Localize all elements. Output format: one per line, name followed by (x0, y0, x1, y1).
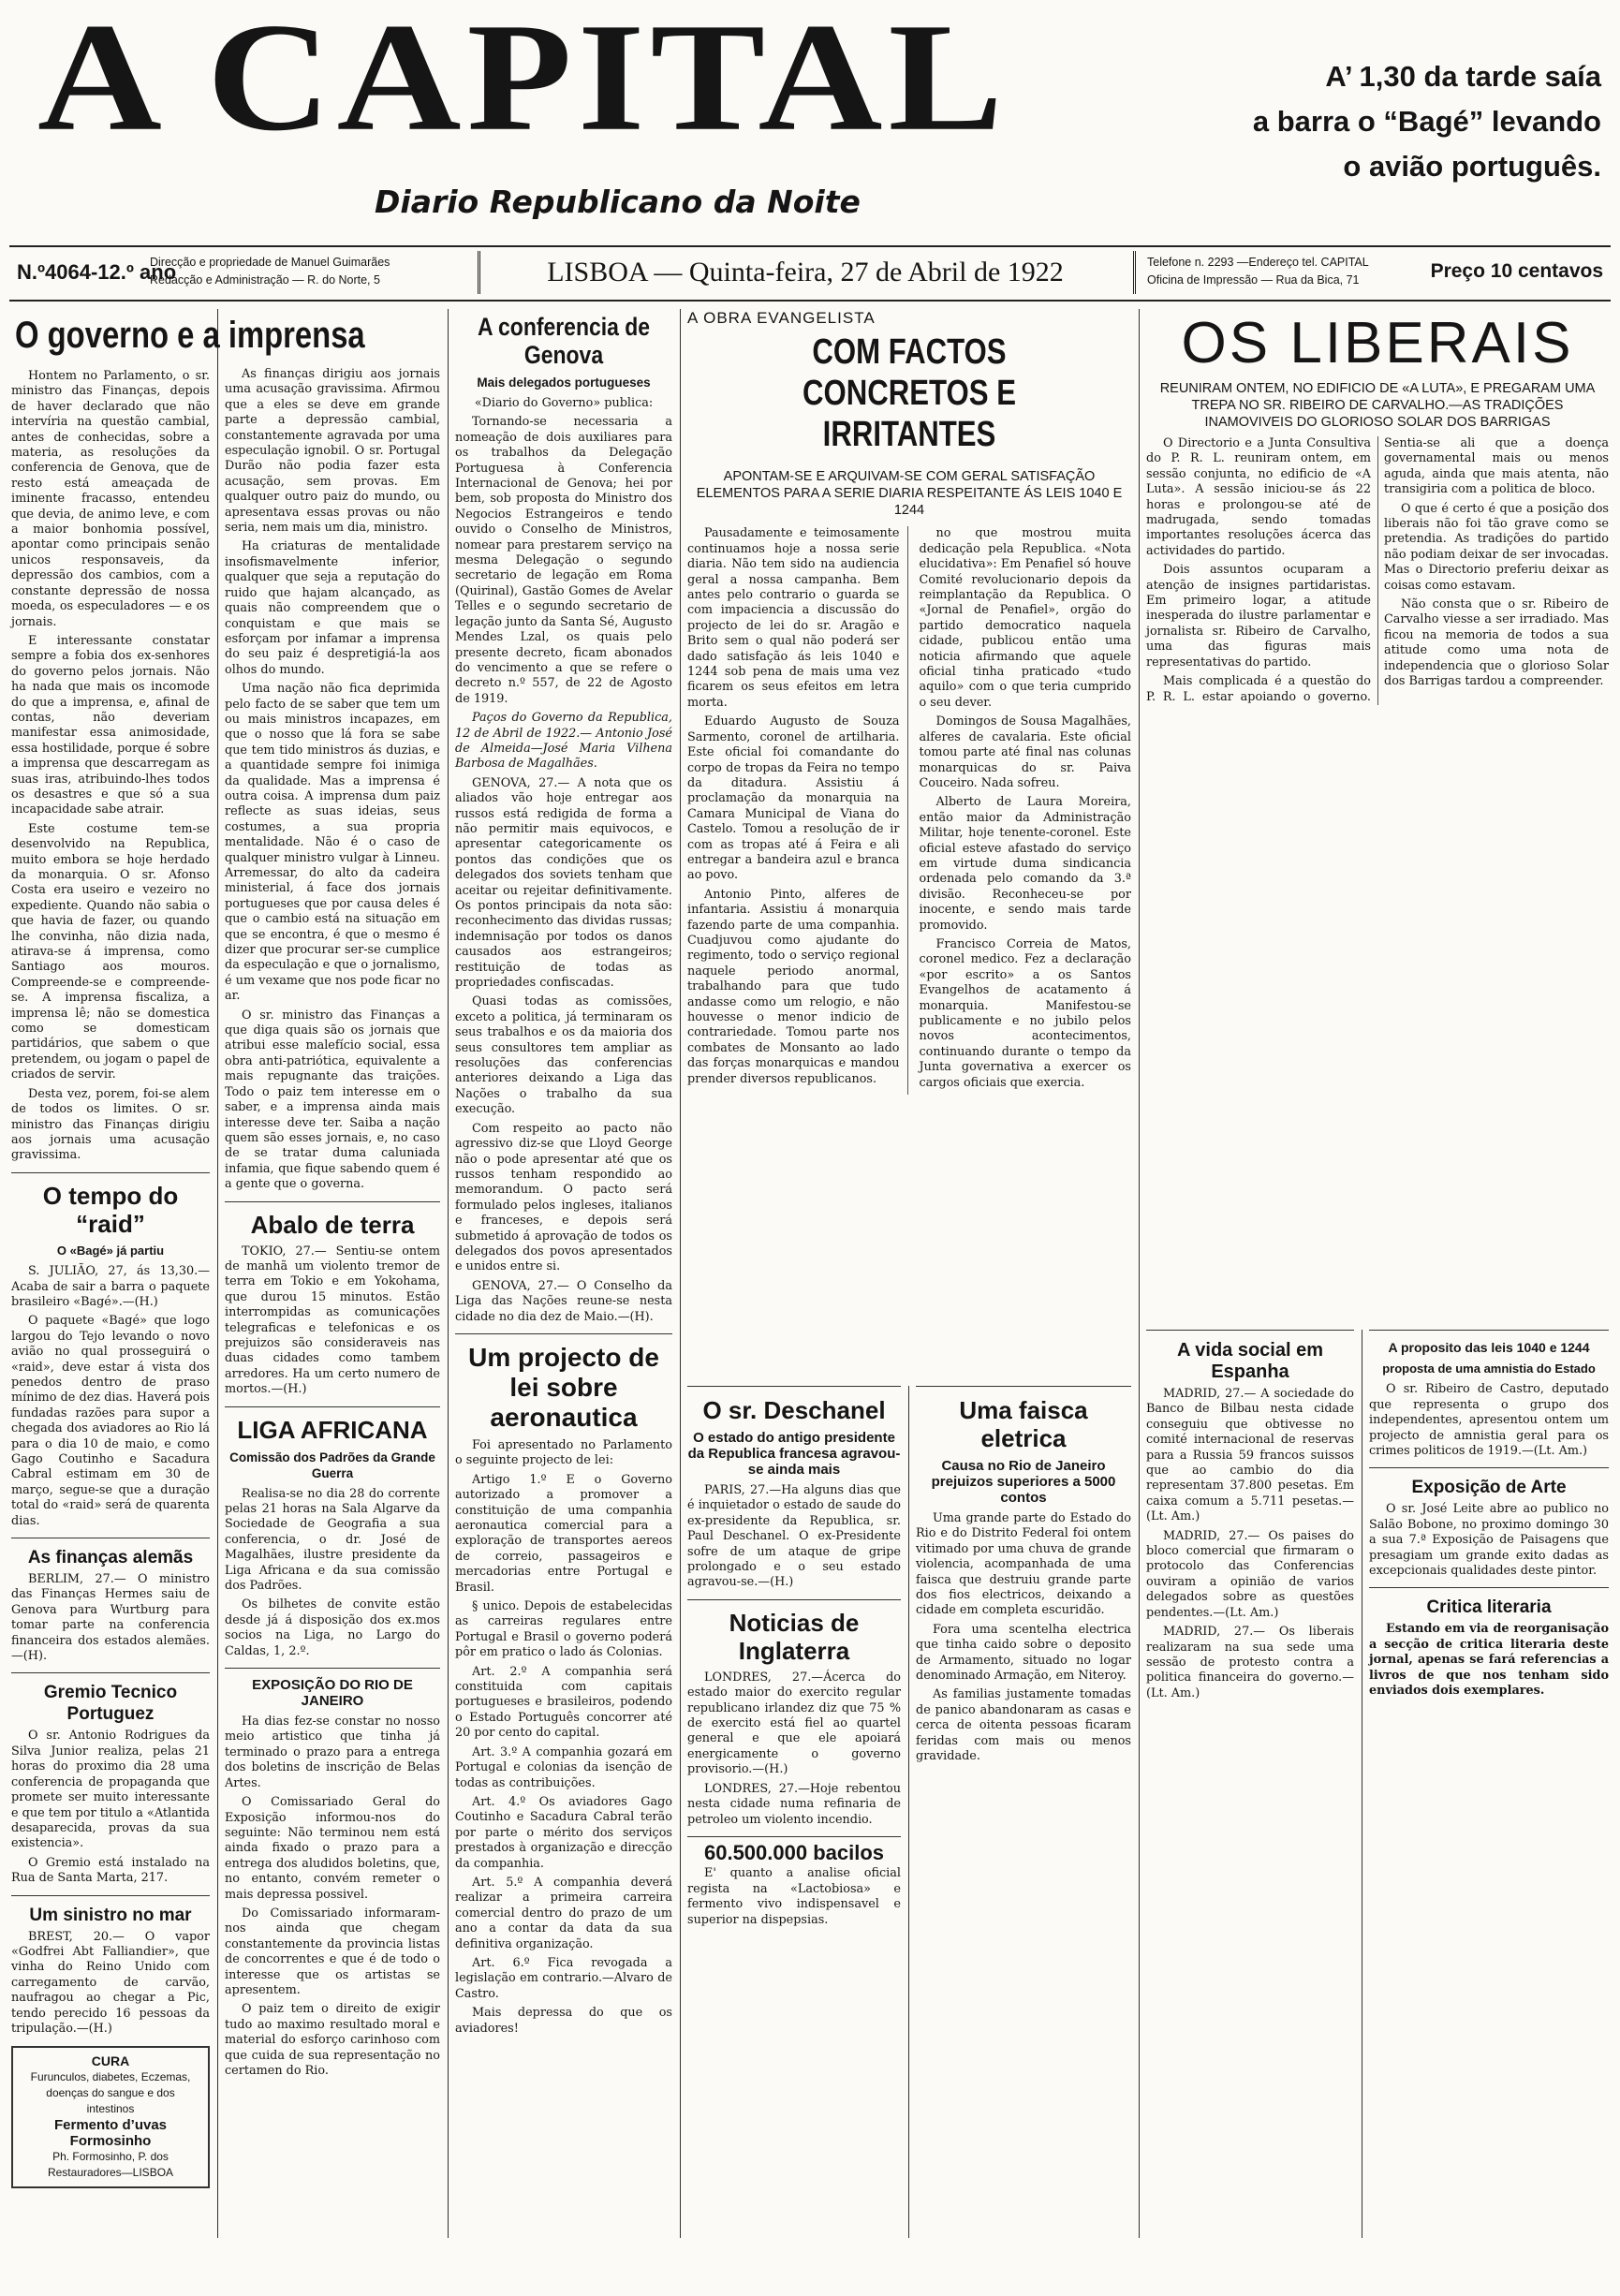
front-teaser (1217, 54, 1601, 189)
paragraph: Mais depressa do que os aviadores! (455, 2006, 672, 2036)
paragraph: no que mostrou muita dedicação pela Republica. «Nota elucidativa»: Em Penafiel só houve Comité revolucionario depois da reimplantação da Republica. O «Jornal de Penafiel», orgão do partido democratico naquela cidade, publicou então uma noticia afirmando que aquele oficial tinha praticado «tudo aquilo» com o que teria cumprido o seu dever. (919, 526, 1131, 710)
issue-date: LISBOA — Quinta-feira, 27 de Abril de 1922 (547, 257, 1064, 287)
issue-price: Preço 10 centavos (1430, 260, 1603, 282)
divider (1133, 251, 1136, 294)
headline-projecto-aeronautica: Um projecto de lei sobre aeronautica (468, 1342, 659, 1432)
paragraph: Do Comissariado informaram-nos ainda que chegam constantemente da provincia listas de concorrentes e que é de todo o interesse que os artistas se apresentem. (225, 1906, 440, 1997)
headline-proposito-leis: A proposito das leis 1040 e 1244 (1388, 1340, 1590, 1355)
divider (11, 1672, 210, 1673)
raid-body (11, 1264, 210, 1529)
paragraph: Realisa-se no dia 28 do corrente pelas 21 horas na Sala Algarve da Sociedade de Geografia a sua conferencia, o dr. José de Magalhães, ilustre presidente da Liga Africana e da sua comissão dos Padrões. (225, 1486, 440, 1594)
paragraph: Dois assuntos ocuparam a atenção de insignes partidaristas. Em primeiro logar, a atitude inesperada do ilustre parlamentar e jornalista sr. Ribeiro de Carvalho, uma das figuras mais representativas do partido. (1146, 563, 1371, 670)
kicker-obra-evangelista: A OBRA EVANGELISTA (687, 309, 876, 327)
telephone-line: Oficina de Impressão — Rua da Bica, 71 (1147, 273, 1360, 287)
divider (11, 1895, 210, 1896)
article-column-7-lower (1369, 1330, 1609, 2244)
noticias-body (687, 1670, 901, 1828)
issue-number: N.º4064-12.º ano (17, 260, 177, 284)
paragraph: Não consta que o sr. Ribeiro de Carvalho viesse a ser irradiado. Mas ficou na memoria de todos a sua atitude como uma nota de independencia que o glorioso Solar dos Barrigas tardou a compreender. (1384, 597, 1609, 689)
projecto-body (455, 1438, 672, 2037)
sinistro-body (11, 1930, 210, 2038)
paragraph: E interessante constatar sempre a fobia dos ex-senhores do governo pelos jornais. Não ha nada que mais os incomode do que a imprensa, e, afinal de contas, não deveriam manifestar essa animosidade, essa hostilidade, porque é sobre a imprensa que descarregam as suas iras, atribuindo-lhes todos os desastres e que só a sua incapacidade sabe atrair. (11, 633, 210, 817)
paragraph: S. JULIÃO, 27, ás 13,30.— Acaba de sair a barra o paquete brasileiro «Bagé».—(H.) (11, 1264, 210, 1309)
faisca-body (916, 1511, 1131, 1765)
paragraph: TOKIO, 27.— Sentiu-se ontem de manhã um violento tremor de terra em Tokio e em Yokohama, que durou 15 minutos. Estão interrompidas as comunicações telegraficas e telefonicas e os prejuizos são consideraveis nas duas cidades como tambem arredores. Ha um certo numero de mortos.—(H.) (225, 1244, 440, 1397)
liga-body (225, 1487, 440, 1659)
article-column-4-lower (687, 1386, 901, 2244)
paragraph: MADRID, 27.— Os paises do bloco comercial que firmaram o protocolo das Conferencias ouviram a opinião de varios delegados sobre as questões pendentes.—(Lt. Am.) (1146, 1528, 1354, 1620)
obra-evangelista-left (687, 526, 908, 1095)
paragraph: Este costume tem-se desenvolvido na Republica, muito embora se hoje herdado da monarquia. O sr. Afonso Costa era useiro e vezeiro no expediente. Quando não sabia o que havia de fazer, ou quando lhe convinha, não dizia nada, atirava-se á imprensa, como Santiago aos mouros. Compreende-se e compreende-se. A imprensa fiscaliza, a imprensa lê; não se domestica como se domesticam partidários, que sabem o que pretendem, ou jogam o papel de criados de servir. (11, 821, 210, 1082)
paragraph: O sr. Antonio Rodrigues da Silva Junior realiza, pelas 21 horas do proximo dia 28 uma conferencia de propaganda que promete ser muito interessante e que tem por titulo a «Atlantida desaparecida, provas da sua existencia». (11, 1729, 210, 1851)
telephone-line: Telefone n. 2293 —Endereço tel. CAPITAL (1147, 256, 1369, 269)
headline-faisca-eletrica: Uma faisca eletrica (959, 1396, 1088, 1452)
paragraph: Paços do Governo da Republica, 12 de Abril de 1922.— Antonio José de Almeida—José Maria Vilhena Barbosa de Magalhães. (455, 711, 672, 772)
article-column-2 (225, 309, 440, 2296)
obra-evangelista-columns (687, 526, 1131, 1095)
paragraph: Art. 5.º A companhia deverá realizar a primeira carreira comercial dentro do prazo de um ano a contar da data da sua definitiva organização. (455, 1875, 672, 1951)
divider (225, 1406, 440, 1407)
paragraph: Estando em via de reorganisação a secção de critica literaria deste jornal, apenas se fará referencias a livros de que nos tenham sido enviados dois exemplares. (1369, 1622, 1609, 1699)
abalo-body (225, 1244, 440, 1398)
paragraph: Ha dias fez-se constar no nosso meio artistico que tinha já terminado o prazo para a entrega dos boletins de inscrição de Belas Artes. (225, 1715, 440, 1790)
paragraph: Quasi todas as comissões, exceto a politica, já terminaram os seus trabalhos e os da maioria dos seus consultores tem ampliar as resoluções das conferencias anteriores deixando a Liga das Nações o trabalho da sua execução. (455, 994, 672, 1117)
paragraph: Art. 2.º A companhia será constituida com capitais portugueses e brasileiros, podendo o Estado Português concorrer até 20 por cento do capital. (455, 1664, 672, 1741)
headline-noticias-inglaterra: Noticias de Inglaterra (729, 1608, 860, 1665)
headline-bacilos: 60.500.000 bacilos (703, 1840, 885, 1864)
headline-factos-concretos: COM FACTOS CONCRETOS E IRRITANTES (803, 332, 1016, 455)
headline-gremio-tecnico: Gremio Tecnico Portuguez (43, 1683, 178, 1725)
paragraph: O sr. José Leite abre ao publico no Salão Bobone, no proximo domingo 30 a sua 7.ª Exposição de Paisagens que presagiam um grande exito dadas as excepcionais qualidades deste pintor. (1369, 1502, 1609, 1579)
divider (225, 1668, 440, 1669)
paragraph: O Comissariado Geral do Exposição informou-nos do seguinte: Não terminou nem está ainda fixado o prazo para a entrega dos aludidos boletins, que, no entanto, convém remeter o mais depressa possivel. (225, 1795, 440, 1902)
newspaper-tagline: Diario Republicano da Noite (375, 184, 861, 220)
paragraph: LONDRES, 27.—Ácerca do estado maior do exercito regular republicano irlandez diz que 75 % de exercito está fiel ao quartel general e que ele apoiará energicamente o governo provisorio.—(H.) (687, 1670, 901, 1777)
headline-os-liberais: OS LIBERAIS (1181, 311, 1574, 375)
divider (687, 1836, 901, 1837)
paragraph: E' quanto a analise oficial regista na «Lactobiosa» e fermento vivo indispensavel e superior na dispepsias. (687, 1866, 901, 1927)
divider (478, 251, 480, 294)
paragraph: Fora uma scentelha electrica que tinha caido sobre o deposito de Armamento, situado no logar denominado Armação, em Niteroy. (916, 1622, 1131, 1684)
direction-line: Redacção e Administração — R. do Norte, 5 (150, 273, 380, 287)
deschanel-subheadline: O estado do antigo presidente da Republica francesa agravou-se ainda mais (687, 1430, 901, 1478)
column-rule (448, 309, 449, 2238)
article-column-5-lower (916, 1386, 1131, 2244)
article-vida-social (1146, 1330, 1354, 2244)
paragraph: Domingos de Sousa Magalhães, alferes de cavalaria. Este oficial tomou parte até final nas colunas monarquicas do sr. Paiva Couceiro. Nada sofreu. (919, 714, 1131, 790)
headline-raid: O tempo do “raid” (42, 1181, 179, 1238)
exposicao-body (225, 1715, 440, 2079)
paragraph: Os bilhetes de convite estão desde já á disposição dos ex.mos socios na Liga, no Largo do Caldas, 1, 2.º. (225, 1597, 440, 1658)
paragraph: Art. 6.º Fica revogada a legislação em contrario.—Alvaro de Castro. (455, 1955, 672, 2001)
paragraph: Antonio Pinto, alferes de infantaria. Assistiu á monarquia fazendo parte de uma companhia. Cuadjuvou como ajudante do regimento, todo o serviço regional naquele periodo anormal, trabalhando para que tudo andasse como um relogio, e não houvesse o menor indicio de contrariedade. Tomou parte nos combates de Monsanto ao lado das forças monarquicas e mandou prender diversos republicanos. (687, 887, 900, 1086)
paragraph: O sr. ministro das Finanças a que diga quais são os jornais que atribui esse malefício social, essa obra anti-patriótica, equivalente a mais repugnante das traições. Todo o paiz tem interesse em o saber, e a imprensa ainda mais interesse deve ter. Saiba a nação quem são esses jornais, e, no caso de se tratar duma caluniada infamia, que fique sabendo quem é a gente que o governa. (225, 1008, 440, 1192)
column-rule (908, 1386, 909, 2238)
teaser-line: o avião português. (1343, 150, 1601, 183)
paragraph: GENOVA, 27.— O Conselho da Liga das Nações reune-se nesta cidade no dia dez de Maio.—(H). (455, 1278, 672, 1324)
deschanel-body (687, 1483, 901, 1591)
headline-exposicao-rio: EXPOSIÇÃO DO RIO DE JANEIRO (252, 1677, 413, 1710)
exposicao-arte-body (1369, 1502, 1609, 1579)
paragraph: Francisco Correia de Matos, coronel medico. Fez a declaração «por escrito» a os Santos Evangelhos de acatamento á monarquia. Manifestou-se publicamente e no jubilo pelos novos acontecimentos, continuando durante o tempo da Junta governativa a exercer os cargos oficiais que exercia. (919, 936, 1131, 1090)
headline-deschanel: O sr. Deschanel (702, 1396, 886, 1424)
paragraph: As familias justamente tomadas de panico abandonaram as casas e cerca de oitenta pessoas ficaram feridas com mais ou menos gravidade. (916, 1687, 1131, 1764)
proposito-body (1369, 1382, 1609, 1459)
paragraph: § unico. Depois de estabelecidas as carreiras regulares entre Portugal e Brasil o governo poderá pôr em pratico o lado ás Colonias. (455, 1599, 672, 1660)
genova-subheadline: Mais delegados portugueses (477, 375, 651, 390)
headline-conferencia-genova: A conferencia de Genova (477, 313, 651, 369)
headline-exposicao-arte: Exposição de Arte (1411, 1478, 1567, 1498)
financas-body (11, 1572, 210, 1664)
paragraph: MADRID, 27.— A sociedade do Banco de Bilbau nesta cidade conseguiu que obtivesse no comité internacional de reservas para a Russia 59 francos suissos que ao cambio do dia representam 37.800 pesetas. Em caixa comum a 5.711 pesetas.—(Lt. Am.) (1146, 1387, 1354, 1524)
headline-liga-africana: LIGA AFRICANA (237, 1415, 428, 1444)
divider (11, 1172, 210, 1173)
paragraph: Artigo 1.º E o Governo autorizado a promover a constituição de uma companhia aeronautica comercial para a exploração de transportes aereos de correio, passageiros e mercadorias entre Portugal e Brasil. (455, 1472, 672, 1595)
paragraph: Ha criaturas de mentalidade insofismavelmente inferior, qualquer que seja a reputação do ruido que hajam alcançado, as quais não compreendem que o conquistam e que mais se esforçam por infamar a imprensa do seu paiz é despretigiá-la aos olhos do mundo. (225, 539, 440, 677)
genova-body (455, 396, 672, 1325)
article-obra-evangelista (687, 309, 1131, 1386)
paragraph: Foi apresentado no Parlamento o seguinte projecto de lei: (455, 1437, 672, 1468)
paragraph: O Directorio e a Junta Consultiva do P. R. L. reuniram ontem, em sessão conjunta, no edificio de «A Luta». A sessão iniciou-se ás 22 horas e prolongou-se até de madrugada, sendo tomadas importantes resoluções ácerca das actividades do partido. (1146, 436, 1371, 558)
headline-vida-social-espanha: A vida social em Espanha (1177, 1340, 1323, 1382)
paragraph: O paiz tem o direito de exigir tudo ao maximo resultado moral e material do esforço carinhoso com que cuida de sua representação no certamen do Rio. (225, 2002, 440, 2078)
paragraph: Tornando-se necessaria a nomeação de dois auxiliares para os trabalhos da Delegação Portuguesa à Conferencia Internacional de Genova; hei por bem, sob proposta do Ministro dos Negocios Estrangeiros e tendo ouvido o Conselho de Ministros, nomear para prestarem serviço na mesma Delegação o segundo secretario de legação em Roma (Quirinal), Gastão Gomes de Avelar Telles e o segundo secretario de legação junto da Santa Sé, Augusto Mendes Lzal, os quais pelo presente decreto, ficam abonados do vencimento a que se refere o decreto n.º 557, de 22 de Agosto de 1919. (455, 415, 672, 706)
governo-imprensa-body (11, 369, 210, 1164)
divider (225, 1201, 440, 1202)
paragraph: O que é certo é que a posição dos liberais não foi tão grave como se pretendia. As tradições do partido não podiam deixar de ser invocadas. Mas o Directorio preferiu deixar as coisas como estavam. (1384, 501, 1609, 593)
raid-subheadline: O «Bagé» já partiu (56, 1243, 165, 1258)
obra-evangelista-deck: APONTAM-SE E ARQUIVAM-SE COM GERAL SATISFAÇÃO ELEMENTOS PARA A SERIE DIARIA RESPEITANTE ÁS LEIS 1040 E 1244 (696, 469, 1123, 519)
headline-abalo-terra: Abalo de terra (250, 1210, 415, 1239)
ad-address: Ph. Formosinho, P. dos Restauradores—LISBOA (47, 2150, 174, 2180)
column-rule (680, 309, 681, 2238)
liga-subheadline: Comissão dos Padrões da Grande Guerra (229, 1450, 435, 1480)
gremio-body (11, 1729, 210, 1886)
paragraph: Eduardo Augusto de Souza Sarmento, coronel de artilharia. Este oficial foi comandante do corpo de tropas da Feira no tempo da ditadura. Assistiu á proclamação da monarquia na Camara Municipal de Viana do Castelo. Tomou a resolução de ir com as tropas até á Feira e ali entregar a bandeira azul e branca ao povo. (687, 714, 900, 883)
direction-line: Direcção e propriedade de Manuel Guimarães (150, 256, 390, 269)
obra-evangelista-right (920, 526, 1132, 1095)
divider (455, 1333, 672, 1334)
paragraph: MADRID, 27.— Os liberais realizaram na sua sede uma sessão de protesto contra a politica financeira do governo.—(Lt. Am.) (1146, 1625, 1354, 1700)
faisca-subheadline: Causa no Rio de Janeiro prejuizos superiores a 5000 contos (931, 1458, 1116, 1506)
ad-title: CURA (91, 2053, 130, 2069)
divider (1369, 1587, 1609, 1588)
paragraph: Uma nação não fica deprimida pelo facto de se saber que tem um ou mais ministros incapazes, em que o nosso que lá fora se sabe que tem tido ministros ás duzias, e a quantidade sempre foi inimiga da qualidade. Mas a imprensa é outra coisa. A imprensa dum paiz reflecte as suas ideias, seus costumes, a sua propria mentalidade. Não é o caso de qualquer ministro vulgar à Linneu. Arremessar, do alto da cadeira ministerial, á face dos jornais portugueses que por causa deles é que o cambio está na situação em que se encontra, é que o mesmo é dizer que procurar ser-se cumplice da especulação e que o jornalismo, é um vexame que nos pode ficar no ar. (225, 682, 440, 1004)
teaser-line: A’ 1,30 da tarde saía (1325, 60, 1601, 93)
article-column-3 (455, 309, 672, 2238)
paragraph: O paquete «Bagé» que logo largou do Tejo levando o novo avião no qual prosseguirá o «raid», deve estar á vista dos penedos dentro de praso mínimo de dez dias. Haverá pois fundadas razões para supor a chegada dos aviadores ao Rio lá para o dia 10 de maio, e como Gago Coutinho e Sacadura Cabral estimam em 30 de março, segue-se que a duração total do «raid» será de quarenta dias. (11, 1314, 210, 1528)
critica-literaria-body (1369, 1622, 1609, 1699)
article-os-liberais (1146, 309, 1609, 1320)
paragraph: Pausadamente e teimosamente continuamos hoje a nossa serie diaria. Não tem sido na audiencia geral a nossa campanha. Bem antes pelo contrario o guarda se com impaciencia a discussão do projecto de lei do sr. Aragão e Brito sem o qual não poderá ser dado satisfação ás leis 1040 e 1244 sob pena de mais uma vez ficarem os seus efeitos em letra morta. (687, 526, 900, 710)
os-liberais-deck: REUNIRAM ONTEM, NO EDIFICIO DE «A LUTA», E PREGARAM UMA TREPA NO SR. RIBEIRO DE CARVALHO.—AS TRADIÇÕES INAMOVIVEIS DO GLORIOSO SOLAR DOS BARRIGAS (1159, 381, 1596, 430)
newspaper-title: A CAPITAL (37, 0, 1009, 163)
paragraph: «Diario do Governo» publica: (474, 396, 654, 410)
paragraph: Mais complicada é a questão do P. R. L. estar apoiando o governo. Sentia-se ali que a doença governamental mais ou menos aguda, ainda que mais atenta, não transigiria com a politica de bloco. (1146, 436, 1609, 704)
column-rule (217, 309, 218, 2238)
proposito-subheadline: proposta de uma amnistia do Estado (1382, 1361, 1596, 1376)
paragraph: BERLIM, 27.— O ministro das Finanças Hermes saiu de Genova para Wurtburg para tomar parte na conferencia financeira dos estados alemães.—(H). (11, 1572, 210, 1664)
paragraph: As finanças dirigiu aos jornais uma acusação gravissima. Afirmou que a eles se deve em grande parte a depressão cambial, constantemente agravada por uma especulação ignobil. O sr. Portugal Durão não podia fazer esta acusação, sem provas. Em qualquer outro paiz do mundo, ou apresentava essas provas ou não seria, nem mais um dia, ministro. (225, 367, 440, 536)
bacilos-body (687, 1866, 901, 1928)
masthead (9, 0, 1611, 239)
headline-financas-alemas: As finanças alemãs (27, 1548, 194, 1568)
os-liberais-body (1146, 436, 1609, 705)
ad-brand: Fermento d’uvas Formosinho (53, 2117, 168, 2150)
paragraph: BREST, 20.— O vapor «Godfrei Abt Falliandier», que vinha do Reino Unido com carregamento de carvão, naufragou ao chegar a Pic, tendo perecido 16 pessoas da tripulação.—(H.) (11, 1929, 210, 2036)
paragraph: GENOVA, 27.— A nota que os aliados vão hoje entregar aos russos está redigida de forma a não permitir mais equivocos, e apresentar categoricamente os pontos das condições que os delegados dos soviets tenham que aceitar ou rejeitar definitivamente. Os pontos principais da nota são: reconhecimento das dividas russas; indemnisação por todos os danos causados aos estrangeiros; restituição de todas as propriedades confiscadas. (455, 775, 672, 991)
paragraph: O Gremio está instalado na Rua de Santa Marta, 217. (11, 1855, 210, 1886)
teaser-line: a barra o “Bagé” levando (1252, 105, 1601, 138)
paragraph: Com respeito ao pacto não agressivo diz-se que Lloyd George não o pode apresentar até que os russos tenham respondido ao memorandum. O pacto será formulado pelos ingleses, italianos e franceses, e depois será submetido á aprovação de todos os delegados dos povos apresentados e unidos entre si. (455, 1121, 672, 1274)
headline-critica-literaria: Critica literaria (1426, 1597, 1552, 1618)
paragraph: Hontem no Parlamento, o sr. ministro das Finanças, depois de haver declarado que não intervíria na questão cambial, antes de conhecidas, sobre a materia, as resoluções da conferencia de Genova, que de resto está ameaçada de iminente fracasso, entendeu que devia, de animo leve, e com a maior bonhomia possível, apontar como principais senão unicos responsaveis, da depressão dos cambios, com a constante depressão de nossa moeda, os especuladores — e os jornais. (11, 369, 210, 629)
column-rule (1139, 309, 1140, 2238)
headline-governo-imprensa: O governo e a imprensa (15, 315, 365, 356)
paragraph: Alberto de Laura Moreira, então maior da Administração Militar, hoje tenente-coronel. Este oficial esteve afastado do serviço em virtude duma sindicancia ordenada pelo comando da 3.ª divisão. Reconheceu-se por inocente, e sendo mais tarde promovido. (919, 795, 1131, 933)
paragraph: PARIS, 27.—Ha alguns dias que é inquietador o estado de saude do ex-presidente da Republica, sr. Paul Deschanel. O ex-Presidente sofre de um ataque de gripe prolongado e o seu estado agravou-se.—(H.) (687, 1483, 901, 1590)
headline-sinistro-mar: Um sinistro no mar (29, 1905, 192, 1925)
vida-social-body (1146, 1387, 1354, 1701)
edition-bar (9, 245, 1611, 302)
paragraph: O sr. Ribeiro de Castro, deputado que representa o grupo dos independentes, apresentou ontem um projecto de amnistia geral para os crimes politicos de 1919.—(Lt. Am.) (1369, 1382, 1609, 1459)
governo-imprensa-continuation (225, 367, 440, 1193)
paragraph: Uma grande parte do Estado do Rio e do Distrito Federal foi ontem vitimado por uma chuva de grande violencia, acompanhada de uma faisca que destruiu grande parte dos fios electricos, deixando a cidade em completa escuridão. (916, 1511, 1131, 1618)
divider (1369, 1467, 1609, 1468)
divider (687, 1599, 901, 1600)
paragraph: Art. 3.º A companhia gozará em Portugal e colonias da isenção de todas as contribuições. (455, 1744, 672, 1790)
paragraph: LONDRES, 27.—Hoje rebentou nesta cidade numa refinaria de petroleo um violento incendio. (687, 1781, 901, 1827)
paragraph: Desta vez, porem, foi-se alem de todos os limites. O sr. ministro das Finanças dirigiu aos jornais uma acusação gravissima. (11, 1086, 210, 1163)
advertisement-fermento (11, 2046, 210, 2188)
telephone-info (1147, 254, 1428, 289)
ad-line: Furunculos, diabetes, Eczemas, doenças do sangue e dos intestinos (30, 2070, 191, 2116)
paragraph: Art. 4.º Os aviadores Gago Coutinho e Sacadura Cabral terão por parte o mérito dos serviços prestados à organização e direcção da companhia. (455, 1794, 672, 1871)
direction-info (150, 254, 440, 289)
